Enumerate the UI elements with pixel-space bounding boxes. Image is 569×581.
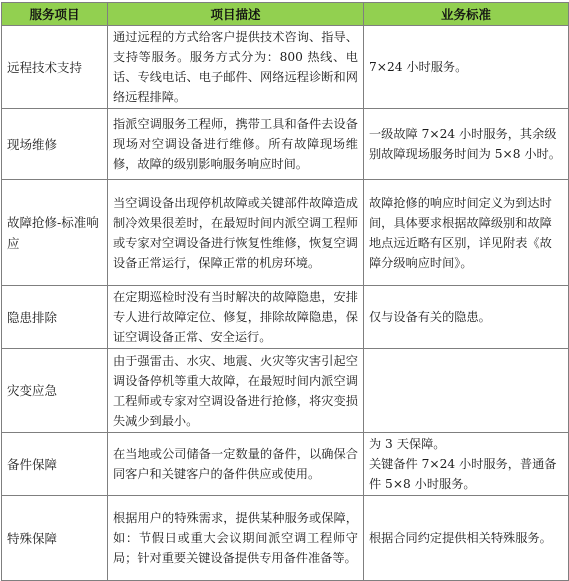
service-item-cell: 现场维修 bbox=[2, 109, 108, 180]
header-description: 项目描述 bbox=[108, 3, 364, 26]
table-row bbox=[2, 496, 569, 581]
standard-cell: 一级故障 7×24 小时服务，其余级别故障现场服务时间为 5×8 小时。 bbox=[364, 109, 569, 180]
standard-cell: 为 3 天保障。 关键备件 7×24 小时服务，普通备件 5×8 小时服务。 bbox=[364, 433, 569, 496]
service-item-cell: 灾变应急 bbox=[2, 349, 108, 433]
description-cell: 当空调设备出现停机故障或关键部件故障造成制冷效果很差时，在最短时间内派空调工程师或专家对空调设备进行恢复性维修，恢复空调设备正常运行，保障正常的机房环境。 bbox=[108, 180, 364, 286]
description-cell: 在定期巡检时没有当时解决的故障隐患，安排专人进行故障定位、修复，排除故障隐患，保证空调设备正常、安全运行。 bbox=[108, 286, 364, 349]
service-item-cell: 隐患排除 bbox=[2, 286, 108, 349]
table-row bbox=[2, 349, 569, 433]
table-row bbox=[2, 180, 569, 286]
table-row bbox=[2, 286, 569, 349]
description-cell: 指派空调服务工程师，携带工具和备件去设备现场对空调设备进行维修。所有故障现场维修，故障的级别影响服务响应时间。 bbox=[108, 109, 364, 180]
header-row bbox=[2, 3, 569, 26]
header-standard: 业务标准 bbox=[364, 3, 569, 26]
description-cell: 通过远程的方式给客户提供技术咨询、指导、支持等服务。服务方式分为：800 热线、电话、专线电话、电子邮件、网络远程诊断和网络远程排障。 bbox=[108, 26, 364, 109]
service-item-cell: 备件保障 bbox=[2, 433, 108, 496]
service-item-cell: 特殊保障 bbox=[2, 496, 108, 581]
table-row bbox=[2, 109, 569, 180]
table-row bbox=[2, 433, 569, 496]
standard-cell: 故障抢修的响应时间定义为到达时间，具体要求根据故障级别和故障地点远近略有区别，详见附表《故障分级响应时间》。 bbox=[364, 180, 569, 286]
table-row bbox=[2, 26, 569, 109]
description-cell: 在当地或公司储备一定数量的备件，以确保合同客户和关键客户的备件供应或使用。 bbox=[108, 433, 364, 496]
standard-cell: 7×24 小时服务。 bbox=[364, 26, 569, 109]
description-cell: 根据用户的特殊需求，提供某种服务或保障，如：节假日或重大会议期间派空调工程师守局；针对重要关键设备提供专用备件准备等。 bbox=[108, 496, 364, 581]
standard-cell: 仅与设备有关的隐患。 bbox=[364, 286, 569, 349]
standard-cell bbox=[364, 349, 569, 433]
standard-cell: 根据合同约定提供相关特殊服务。 bbox=[364, 496, 569, 581]
header-service-item: 服务项目 bbox=[2, 3, 108, 26]
service-standards-table bbox=[1, 2, 569, 581]
service-item-cell: 远程技术支持 bbox=[2, 26, 108, 109]
description-cell: 由于强雷击、水灾、地震、火灾等灾害引起空调设备停机等重大故障，在最短时间内派空调工程师或专家对空调设备进行抢修，将灾变损失减少到最小。 bbox=[108, 349, 364, 433]
service-item-cell: 故障抢修-标准响应 bbox=[2, 180, 108, 286]
